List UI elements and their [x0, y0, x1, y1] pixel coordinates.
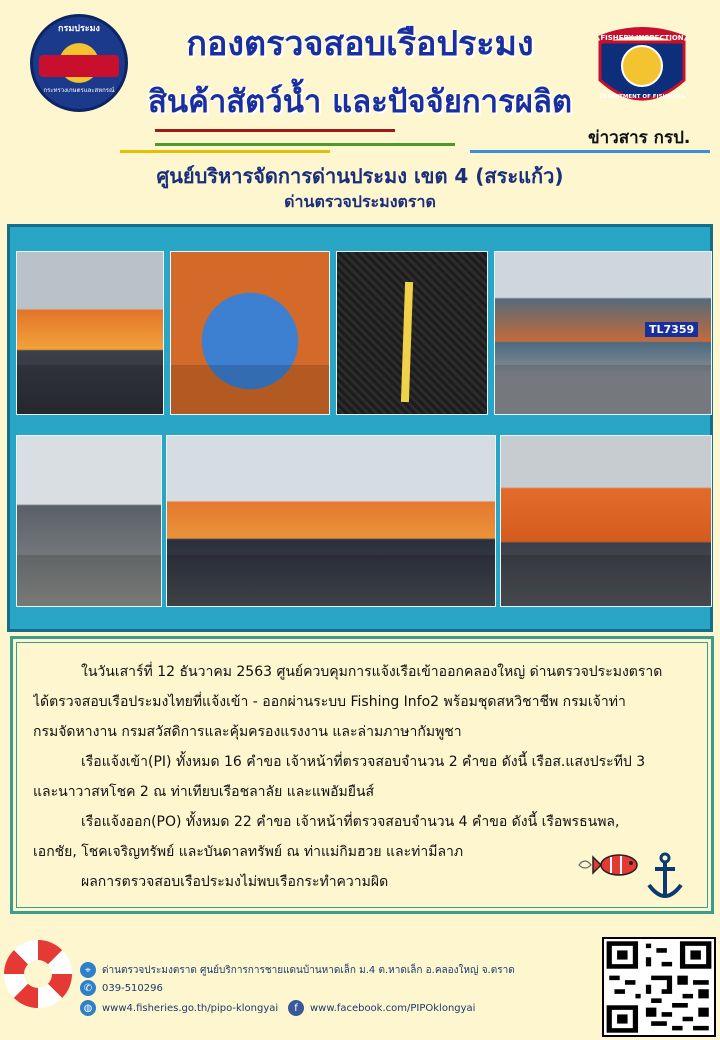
section-title: ศูนย์บริหารจัดการด่านประมง เขต 4 (สระแก้ว): [156, 164, 564, 188]
footer-facebook-row: [288, 1000, 475, 1016]
footer-website-row: [80, 1000, 278, 1016]
section-subtitle: ด่านตรวจประมงตราด: [284, 192, 436, 211]
report-line: ผลการตรวจสอบเรือประมงไม่พบเรือกระทำความผิด: [81, 874, 389, 890]
decor-line-yellow: [120, 150, 330, 153]
report-text-panel: [10, 636, 714, 914]
life-ring-icon: [4, 940, 72, 1008]
qr-code[interactable]: [602, 937, 716, 1037]
fishery-inspection-emblem: [590, 22, 694, 118]
photo-officers-inspection: [16, 435, 162, 607]
report-line: เอกชัย, โชคเจริญทรัพย์ และบันดาลทรัพย์ ณ ท่าแม่กิมฮวย และท่ามีลาภ: [33, 844, 464, 860]
location-icon: ⌖: [80, 962, 96, 978]
report-line: เรือแจ้งเข้า(PI) ทั้งหมด 16 คำขอ เจ้าหน้าที่ตรวจสอบจำนวน 2 คำขอ ดังนี้ เรือส.แสงประทีป 3: [81, 754, 646, 770]
report-line: ในวันเสาร์ที่ 12 ธันวาคม 2563 ศูนย์ควบคุมการแจ้งเรือเข้าออกคลองใหญ่ ด่านตรวจประมงตราด: [81, 664, 663, 680]
photo-crew-interview: [500, 435, 712, 607]
decor-line-green: [155, 143, 455, 146]
footer-phone[interactable]: 039-510296: [102, 982, 163, 994]
footer-address-row: [80, 962, 515, 978]
header-title-line1: กองตรวจสอบเรือประมง: [186, 24, 534, 64]
footer-facebook-link[interactable]: www.facebook.com/PIPOklongyai: [310, 1002, 476, 1014]
fishery-inspection-emblem-icon: [590, 22, 694, 118]
report-line: ได้ตรวจสอบเรือประมงไทยที่แจ้งเข้า - ออกผ่านระบบ Fishing Info2 พร้อมชุดสหวิชาชีพ กรมเจ้าท่า: [33, 694, 626, 710]
report-line: และนาวาสหโชค 2 ณ ท่าเทียบเรือชลาลัย และแพอัมยืนส์: [33, 784, 375, 800]
phone-icon: ✆: [80, 980, 96, 996]
facebook-icon: f: [288, 1000, 304, 1016]
emblem-top-text: FISHERY INSPECTION: [600, 34, 684, 42]
photo-crew-group: [166, 435, 496, 607]
photo-net-measurement: [336, 251, 488, 415]
photo-crew-documents: [16, 251, 164, 415]
emblem-bottom-text: DEPARTMENT OF FISHERIES: [599, 94, 685, 100]
footer-address: ด่านตรวจประมงตราด ศูนย์บริการการชายแดนบ้านหาดเล็ก ม.4 ต.หาดเล็ก อ.คลองใหญ่ จ.ตราด: [102, 964, 515, 976]
decor-line-red: [155, 129, 395, 132]
ruler-icon: [401, 282, 413, 402]
fish-anchor-decoration-icon: [575, 851, 685, 903]
globe-icon: ◍: [80, 1000, 96, 1016]
photo-collage: [7, 224, 713, 632]
boat-registration-tag: TL7359: [645, 322, 698, 337]
footer-phone-row: [80, 980, 163, 996]
photo-fish-buckets: [170, 251, 330, 415]
news-label: ข่าวสาร กรป.: [588, 128, 691, 148]
seal-top-text: กรมประมง: [58, 24, 100, 34]
footer-website-link[interactable]: www4.fisheries.go.th/pipo-klongyai: [102, 1002, 279, 1014]
qr-code-icon: [604, 939, 714, 1035]
department-of-fisheries-seal: [30, 14, 128, 112]
report-line: กรมจัดหางาน กรมสวัสดิการและคุ้มครองแรงงาน และล่ามภาษากัมพูชา: [33, 724, 462, 740]
footer: [0, 936, 720, 1040]
seal-bottom-text: กระทรวงเกษตรและสหกรณ์: [43, 87, 115, 94]
report-line: เรือแจ้งออก(PO) ทั้งหมด 22 คำขอ เจ้าหน้าที่ตรวจสอบจำนวน 4 คำขอ ดังนี้ เรือพรธนพล,: [81, 814, 620, 830]
header-title-line2: สินค้าสัตว์น้ำ และปัจจัยการผลิต: [147, 84, 573, 120]
photo-fishing-boat: [494, 251, 712, 415]
header: [0, 0, 720, 150]
